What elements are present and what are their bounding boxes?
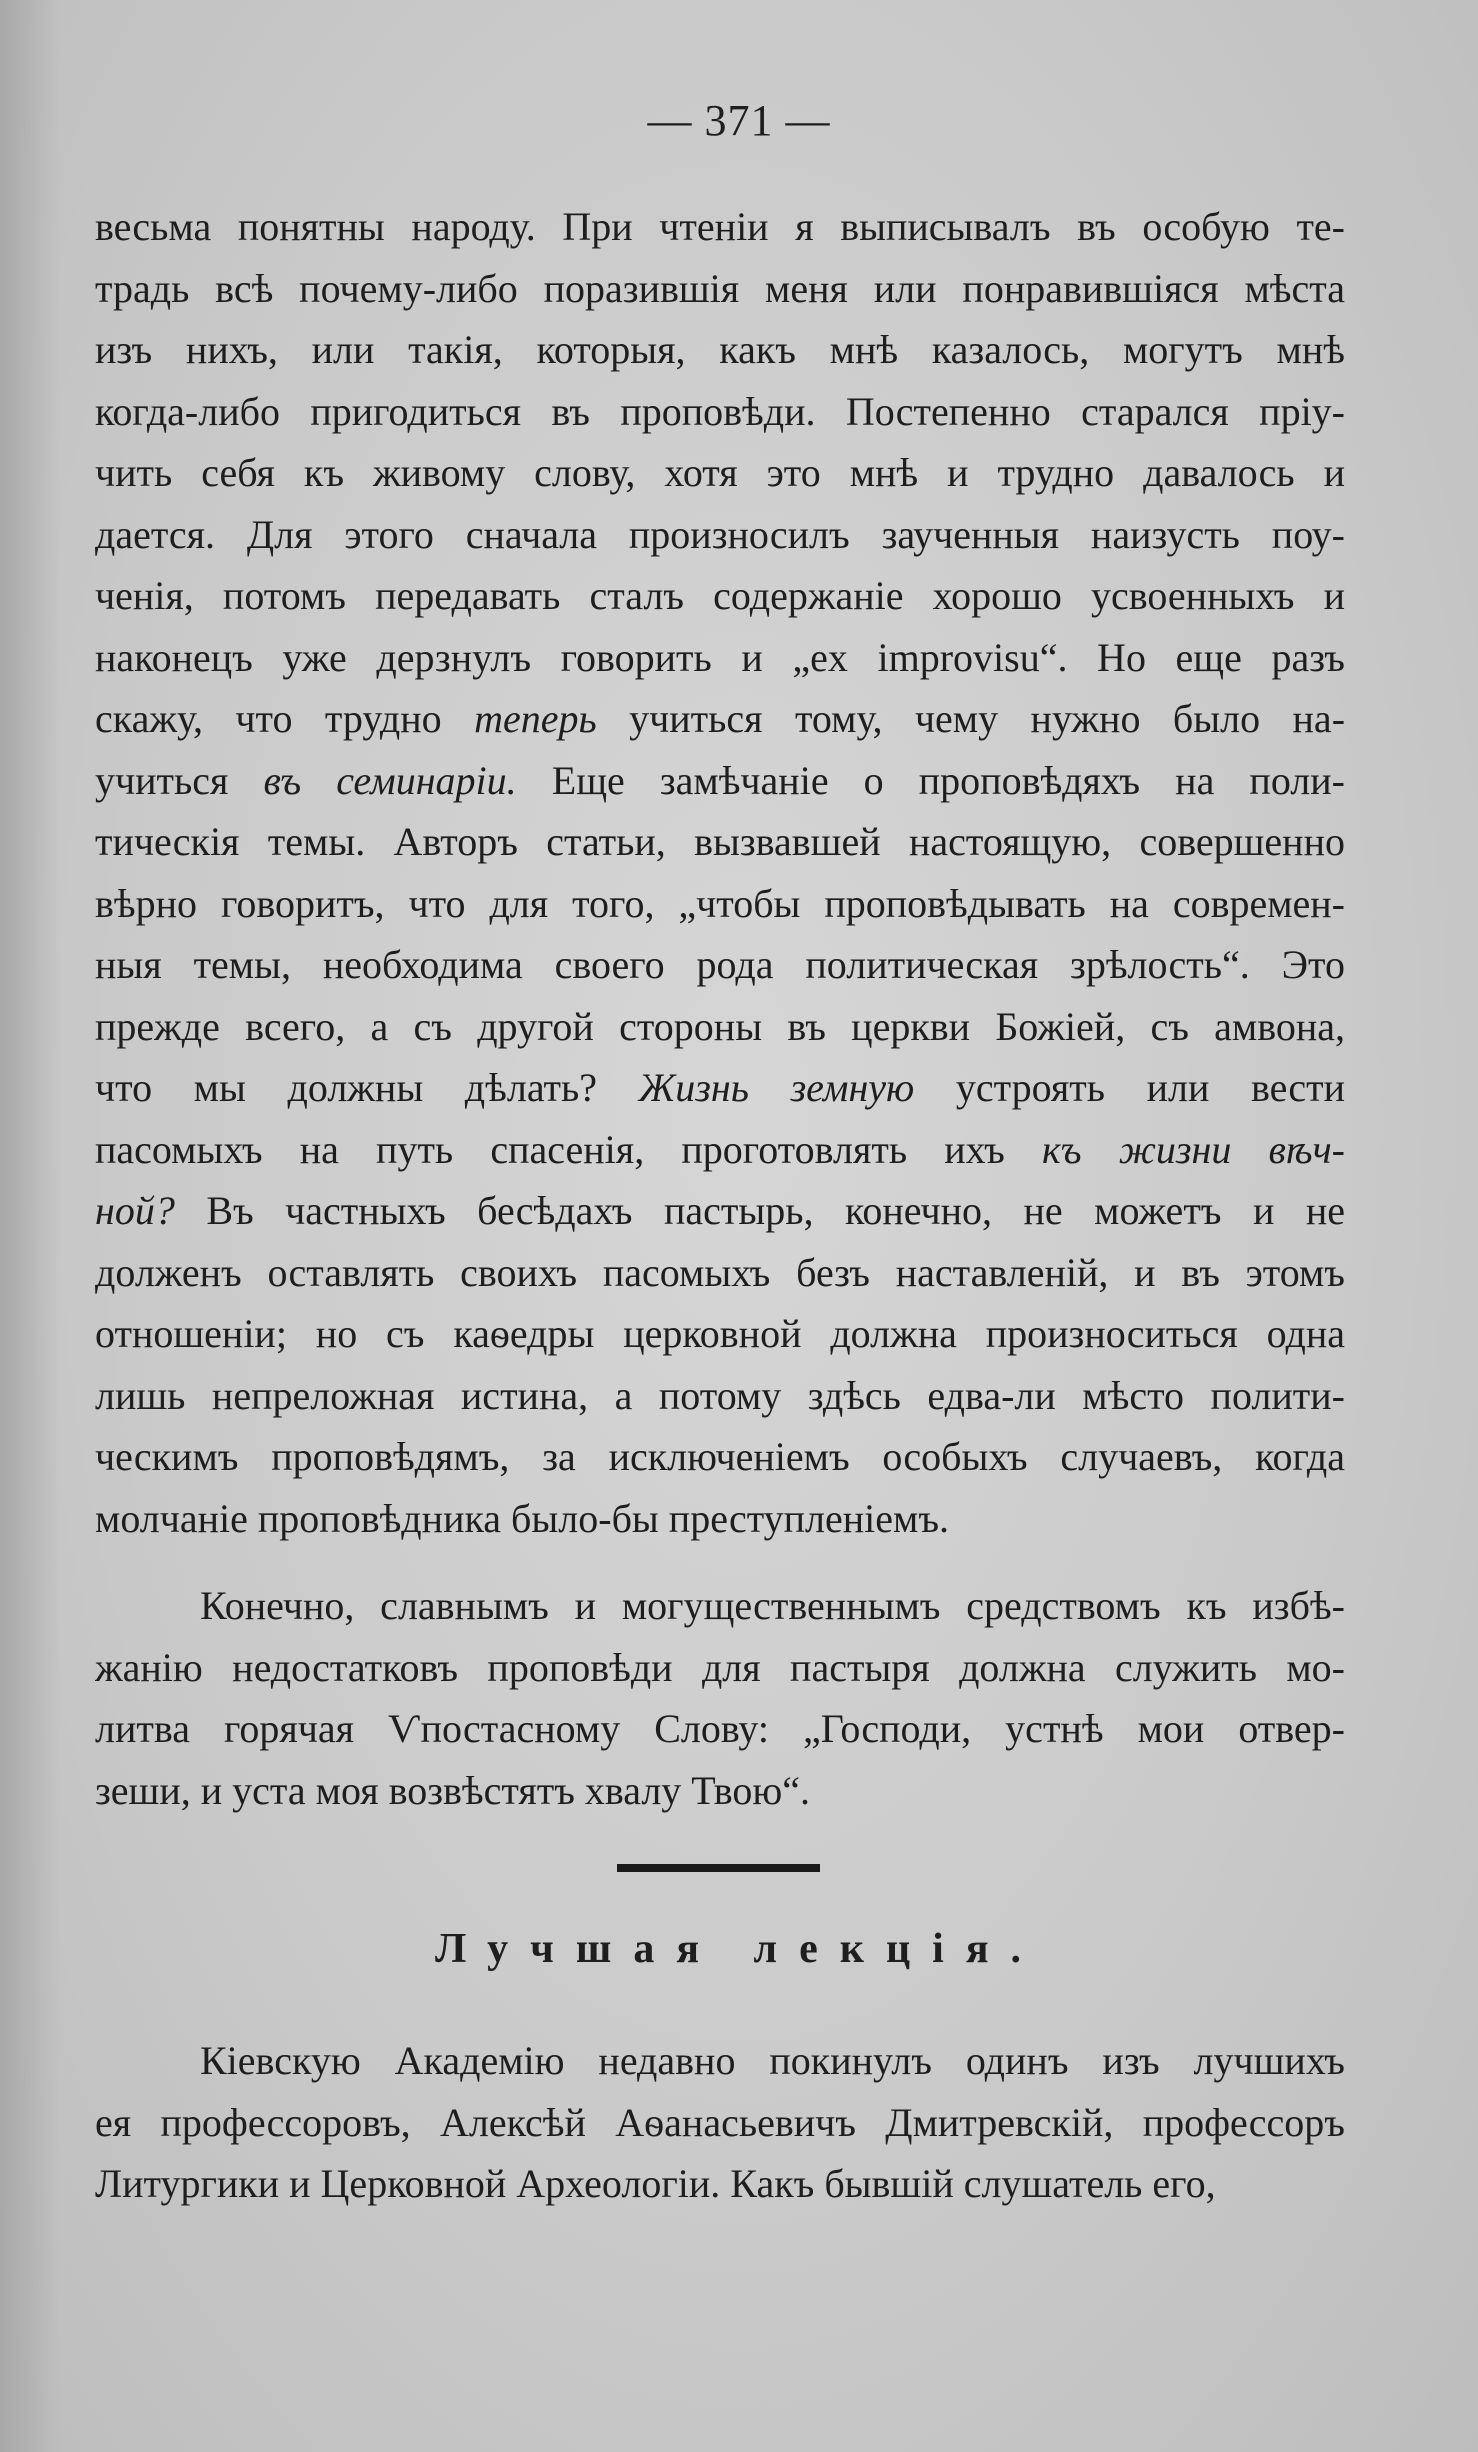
page-gutter-shadow [0,0,60,2452]
text-line: прежде всего, а съ другой стороны въ церкви Божіей, съ амвона, [95,1003,1345,1049]
text-line: Литургики и Церковной Археологіи. Какъ бывшій слушатель его, [95,2161,1216,2206]
text-line: пасомыхъ на путь спасенія, проготовлять ихъ къ жизни вѣч- [95,1126,1345,1172]
section-title: Лучшая лекція. [434,1926,1044,1972]
text-line: изъ нихъ, или такія, которыя, какъ мнѣ казалось, могутъ мнѣ [95,327,1345,372]
text-line: ной? Въ частныхъ бесѣдахъ пастырь, конечно, не можетъ и не [95,1188,1345,1233]
text-line: традь всѣ почему-либо поразившія меня или понравившіяся мѣста [95,265,1345,311]
text-line: лишь непреложная истина, а потому здѣсь едва-ли мѣсто полити- [95,1372,1345,1418]
page-number: — 371 — [647,96,831,145]
text-line: что мы должны дѣлать? Жизнь земную устроять или вести [95,1065,1345,1110]
text-line: ческимъ проповѣдямъ, за исключеніемъ особыхъ случаевъ, когда [95,1434,1345,1479]
text-line: когда-либо пригодиться въ проповѣди. Постепенно старался пріу- [95,388,1345,434]
text-line: наконецъ уже дерзнулъ говорить и „ex improvisu“. Но еще разъ [95,634,1345,680]
text-line: вѣрно говоритъ, что для того, „чтобы проповѣдывать на современ- [95,880,1345,926]
text-line: дается. Для этого сначала произносилъ заученныя наизусть поу- [95,511,1345,557]
text-line: ныя темы, необходима своего рода политическая зрѣлость“. Это [95,942,1345,987]
paragraph-2 [95,1575,1345,1821]
text-line: весьма понятны народу. При чтеніи я выписывалъ въ особую те- [95,204,1345,249]
text-line: чить себя къ живому слову, хотя это мнѣ и трудно давалось и [95,450,1345,495]
text-line: скажу, что трудно теперь учиться тому, чему нужно было на- [95,696,1345,741]
text-line: долженъ оставлять своихъ пасомыхъ безъ наставленій, и въ этомъ [95,1249,1345,1295]
text-line: ченія, потомъ передавать сталъ содержаніе хорошо усвоенныхъ и [95,573,1345,618]
section-divider-rule [617,1864,820,1872]
text-line: жанію недостатковъ проповѣди для пастыря должна служить мо- [95,1644,1345,1690]
text-line: литва горячая Ѵпостасному Слову: „Господи, устнѣ мои отвер- [95,1706,1345,1751]
text-line: Конечно, славнымъ и могущественнымъ средствомъ къ избѣ- [200,1583,1345,1628]
paragraph-3 [95,2030,1345,2215]
text-line: учиться въ семинаріи. Еще замѣчаніе о проповѣдяхъ на поли- [95,757,1345,803]
text-line: молчаніе проповѣдника было-бы преступленіемъ. [95,1495,950,1541]
paragraph-1 [95,196,1345,1549]
text-line: ея профессоровъ, Алексѣй Аѳанасьевичъ Дмитревскій, профессоръ [95,2099,1345,2145]
text-line: зеши, и уста моя возвѣстятъ хвалу Твою“. [95,1767,810,1813]
text-line: Кіевскую Академію недавно покинулъ одинъ изъ лучшихъ [200,2038,1345,2083]
text-line: тическія темы. Авторъ статьи, вызвавшей настоящую, совершенно [95,819,1345,864]
text-line: отношеніи; но съ каѳедры церковной должна произноситься одна [95,1311,1345,1356]
